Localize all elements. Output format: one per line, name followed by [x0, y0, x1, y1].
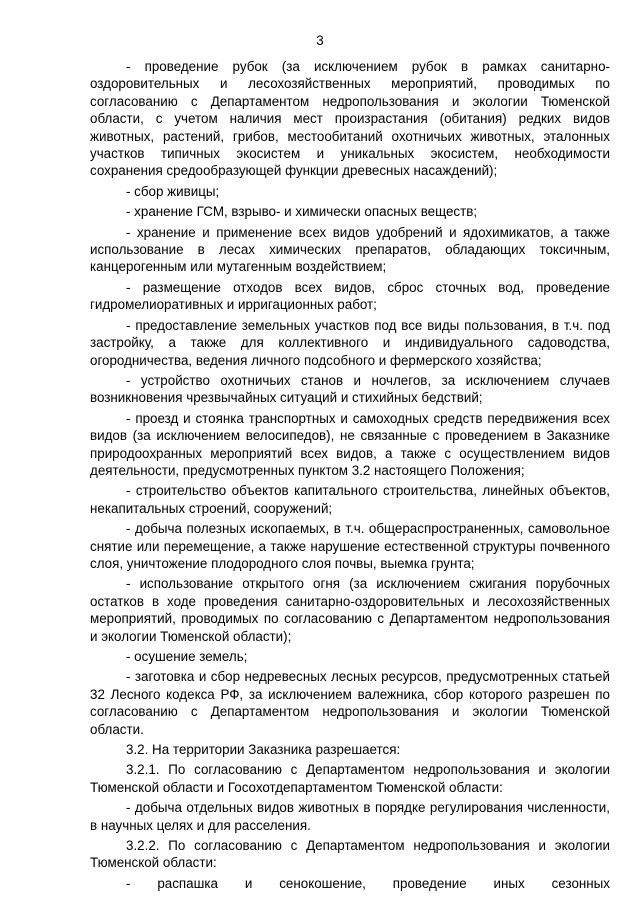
paragraph-3-2-2: 3.2.2. По согласованию с Департаментом недропользования и экологии Тюменской области:	[90, 838, 610, 871]
paragraph-fertilizers: - хранение и применение всех видов удобрений и ядохимикатов, а также использование в лесах химических препаратов, обладающих токсичным, канцерогенным или мутагенным воздействием;	[90, 224, 610, 275]
paragraph-non-timber-resources: - заготовка и сбор недревесных лесных ресурсов, предусмотренных статьей 32 Лесного кодекса РФ, за исключением валежника, сбор которого разрешен по согласованию с Департаментом недропользования и экологии Тюменской области.	[90, 669, 610, 737]
paragraph-land-allocation: - предоставление земельных участков под все виды пользования, в т.ч. под застройку, а также для коллективного и индивидуального садоводства, огородничества, ведения личного подсобного и фермерского хозяйства;	[90, 317, 610, 368]
page-number: 3	[316, 33, 324, 48]
paragraph-resin-collection: - сбор живицы;	[126, 183, 220, 199]
paragraph-vehicle-traffic: - проезд и стоянка транспортных и самоходных средств передвижения всех видов (за исключением велосипедов), не связанные с проведением в Заказнике природоохранных мероприятий всех видов, а также с осуществлением видов деятельности, предусмотренных пунктом 3.2 настоящего Положения;	[90, 410, 610, 478]
paragraph-3-2-1: 3.2.1. По согласованию с Департаментом недропользования и экологии Тюменской области и Госохотдепартаментом Тюменской области:	[90, 762, 610, 795]
paragraph-plowing-haymaking: - распашка и сенокошение, проведение иных сезонных	[126, 875, 610, 891]
paragraph-hunting-camps: - устройство охотничьих станов и ночлегов, за исключением случаев возникновения чрезвычайных ситуаций и стихийных бедствий;	[90, 372, 610, 406]
paragraph-logging-ban: - проведение рубок (за исключением рубок в рамках санитарно-оздоровительных и лесохозяйственных мероприятий, проводимых по согласованию с Департаментом недропользования и экологии Тюменской области, с учетом наличия мест произрастания (обитания) редких видов животных, растений, грибов, местообитаний охотничьих животных, эталонных участков типичных экосистем и уникальных экосистем, необходимости сохранения средообразующей функции древесных насаждений);	[90, 59, 610, 179]
document-body	[90, 58, 610, 895]
paragraph-waste-disposal: - размещение отходов всех видов, сброс сточных вод, проведение гидромелиоративных и ирригационных работ;	[90, 279, 610, 313]
paragraph-land-drainage: - осушение земель;	[126, 649, 248, 664]
paragraph-mining: - добыча полезных ископаемых, в т.ч. общераспространенных, самовольное снятие или перемещение, а также нарушение естественной структуры почвенного слоя, уничтожение плодородного слоя почвы, выемка грунта;	[90, 521, 610, 571]
paragraph-fuel-storage: - хранение ГСМ, взрыво- и химически опасных веществ;	[126, 204, 478, 220]
paragraph-construction: - строительство объектов капитального строительства, линейных объектов, некапитальных строений, сооружений;	[90, 483, 610, 516]
paragraph-animal-harvest: - добыча отдельных видов животных в порядке регулирования численности, в научных целях и для расселения.	[90, 800, 610, 833]
section-heading-3-2: 3.2. На территории Заказника разрешается:	[126, 742, 401, 758]
paragraph-open-fire: - использование открытого огня (за исключением сжигания порубочных остатков в ходе проведения санитарно-оздоровительных и лесохозяйственных мероприятий, проводимых по согласованию с Департаментом недропользования и экологии Тюменской области);	[90, 576, 610, 644]
